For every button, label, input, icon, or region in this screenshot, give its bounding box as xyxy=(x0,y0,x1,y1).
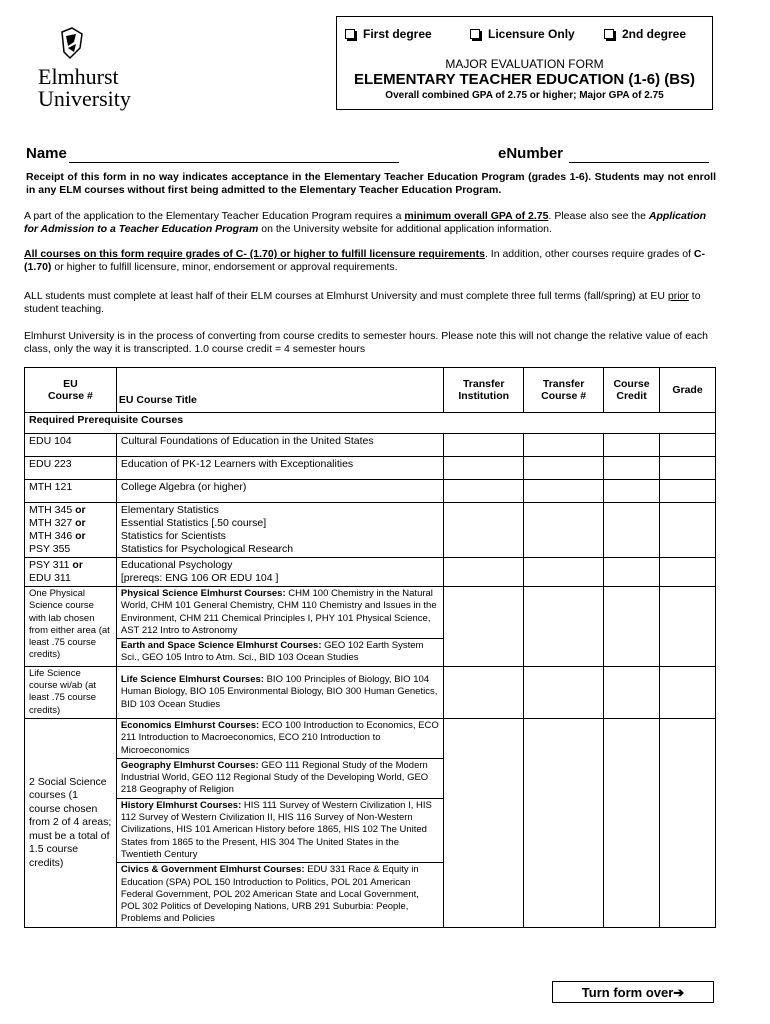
form-header-box xyxy=(336,16,713,110)
name-input-line[interactable] xyxy=(69,145,399,163)
grade-requirement-notice: All courses on this form require grades of C- (1.70) or higher to fulfill licensure requirements. In addition, other courses require grades of C- (1.70) or higher to fulfill licensure, minor, endorsement or approval requirements. xyxy=(24,248,705,273)
transfer-institution-cell[interactable] xyxy=(444,558,524,587)
name-field xyxy=(26,145,399,163)
transfer-course-cell[interactable] xyxy=(524,718,604,927)
transfer-institution-cell[interactable] xyxy=(444,587,524,667)
table-header-row xyxy=(25,368,716,413)
course-requirement: 2 Social Science courses (1 course chosen from 2 of 4 areas; must be a total of 1.5 course credits) xyxy=(25,718,117,927)
course-list: Geography Elmhurst Courses: GEO 111 Regional Study of the Modern Industrial World, GEO 112 Regional Study of the Developing World, GEO 218 Geography of Religion xyxy=(116,758,443,798)
enumber-label: eNumber xyxy=(498,145,564,162)
acceptance-notice: Receipt of this form in no way indicates acceptance in the Elementary Teacher Education Program (grades 1-6). Students may not enroll in any ELM courses without first being admitted to the Elementary Teacher Education Program. xyxy=(26,171,716,196)
table-row xyxy=(25,457,716,480)
credit-cell[interactable] xyxy=(604,457,660,480)
table-row xyxy=(25,434,716,457)
transfer-institution-cell[interactable] xyxy=(444,718,524,927)
transfer-course-cell[interactable] xyxy=(524,434,604,457)
table-row-economics xyxy=(25,718,716,758)
transfer-institution-cell[interactable] xyxy=(444,457,524,480)
course-number: MTH 121 xyxy=(25,480,117,503)
course-title: Elementary Statistics Essential Statistics [.50 course] Statistics for Scientists Statistics for Psychological Research xyxy=(116,503,443,558)
course-title: College Algebra (or higher) xyxy=(116,480,443,503)
grade-cell[interactable] xyxy=(660,558,716,587)
option-second-degree[interactable]: 2nd degree xyxy=(604,27,686,41)
table-row-psychology xyxy=(25,558,716,587)
course-table xyxy=(24,367,716,928)
table-row xyxy=(25,480,716,503)
course-number: PSY 311 or EDU 311 xyxy=(25,558,117,587)
col-eu-course: EU Course # xyxy=(25,368,117,413)
course-list: Physical Science Elmhurst Courses: CHM 100 Chemistry in the Natural World, CHM 101 General Chemistry, CHM 110 Chemistry and Issues in the Environment, CHM 211 Chemical Principles I, PHY 101 Physical Science, AST 212 Intro to Astronomy xyxy=(116,587,443,639)
enumber-field xyxy=(498,145,709,163)
grade-cell[interactable] xyxy=(660,434,716,457)
logo-text-line1: Elmhurst xyxy=(38,64,119,89)
course-list: Life Science Elmhurst Courses: BIO 100 Principles of Biology, BIO 104 Human Biology, BIO 105 Environmental Biology, BIO 300 Human Genetics, BID 103 Ocean Studies xyxy=(116,666,443,718)
grade-cell[interactable] xyxy=(660,666,716,718)
credit-cell[interactable] xyxy=(604,434,660,457)
credit-cell[interactable] xyxy=(604,587,660,667)
transfer-course-cell[interactable] xyxy=(524,503,604,558)
credit-cell[interactable] xyxy=(604,480,660,503)
transfer-course-cell[interactable] xyxy=(524,666,604,718)
credit-cell[interactable] xyxy=(604,503,660,558)
course-list: History Elmhurst Courses: HIS 111 Survey of Western Civilization I, HIS 112 Survey of Western Civilization II, HIS 116 Survey of Non-Western Civilizations, HIS 101 American History before 1865, HIS 102 The United States from 1865 to the Present, HIS 304 The United States in the Twentieth Century xyxy=(116,798,443,862)
logo-text-line2: University xyxy=(38,86,131,111)
transfer-institution-cell[interactable] xyxy=(444,480,524,503)
checkbox-icon[interactable] xyxy=(345,29,355,39)
course-requirement: One Physical Science course with lab chosen from either area (at least .75 course credits) xyxy=(25,587,117,667)
credit-conversion-notice: Elmhurst University is in the process of converting from course credits to semester hours. Please note this will not change the relative value of each class, only the way it is transcripted. 1.0 course credit = 4 semester hours xyxy=(24,330,708,355)
credit-cell[interactable] xyxy=(604,558,660,587)
transfer-course-cell[interactable] xyxy=(524,457,604,480)
course-title: Educational Psychology [prereqs: ENG 106 OR EDU 104 ] xyxy=(116,558,443,587)
option-first-degree[interactable]: First degree xyxy=(345,27,432,41)
credit-cell[interactable] xyxy=(604,666,660,718)
course-list: Earth and Space Science Elmhurst Courses: GEO 102 Earth System Sci., GEO 105 Intro to Atm. Sci., BID 103 Ocean Studies xyxy=(116,639,443,667)
course-title: Cultural Foundations of Education in the United States xyxy=(116,434,443,457)
course-number: EDU 223 xyxy=(25,457,117,480)
application-notice: A part of the application to the Elementary Teacher Education Program requires a minimum overall GPA of 2.75. Please also see the Application for Admission to a Teacher Education Program on the University website for additional application information. xyxy=(24,210,707,235)
course-list: Economics Elmhurst Courses: ECO 100 Introduction to Economics, ECO 211 Introduction to Macroeconomics, ECO 210 Introduction to Microeconomics xyxy=(116,718,443,758)
col-transfer-course: Transfer Course # xyxy=(524,368,604,413)
section-title: Required Prerequisite Courses xyxy=(25,413,716,434)
name-label: Name xyxy=(26,145,67,162)
col-course-credit: Course Credit xyxy=(604,368,660,413)
col-course-title: EU Course Title xyxy=(116,368,443,413)
table-row-life-science xyxy=(25,666,716,718)
course-title: Education of PK-12 Learners with Exceptionalities xyxy=(116,457,443,480)
transfer-institution-cell[interactable] xyxy=(444,503,524,558)
transfer-institution-cell[interactable] xyxy=(444,666,524,718)
university-logo xyxy=(34,26,144,116)
credit-cell[interactable] xyxy=(604,718,660,927)
transfer-institution-cell[interactable] xyxy=(444,434,524,457)
section-row xyxy=(25,413,716,434)
turn-over-note: Turn form over➔ xyxy=(552,981,714,1003)
checkbox-icon[interactable] xyxy=(604,29,614,39)
col-grade: Grade xyxy=(660,368,716,413)
course-number: MTH 345 or MTH 327 or MTH 346 or PSY 355 xyxy=(25,503,117,558)
form-title: ELEMENTARY TEACHER EDUCATION (1-6) (BS) xyxy=(353,71,696,88)
transfer-course-cell[interactable] xyxy=(524,587,604,667)
table-row-statistics xyxy=(25,503,716,558)
course-number: EDU 104 xyxy=(25,434,117,457)
gpa-requirement: Overall combined GPA of 2.75 or higher; Major GPA of 2.75 xyxy=(385,90,664,101)
checkbox-icon[interactable] xyxy=(470,29,480,39)
col-transfer-institution: Transfer Institution xyxy=(444,368,524,413)
course-requirement: Life Science course wi/ab (at least .75 course credits) xyxy=(25,666,117,718)
table-row-physical-science xyxy=(25,587,716,639)
transfer-course-cell[interactable] xyxy=(524,558,604,587)
grade-cell[interactable] xyxy=(660,480,716,503)
option-licensure-only[interactable]: Licensure Only xyxy=(470,27,575,41)
flame-shield-icon xyxy=(54,26,90,62)
transfer-course-cell[interactable] xyxy=(524,480,604,503)
grade-cell[interactable] xyxy=(660,457,716,480)
grade-cell[interactable] xyxy=(660,587,716,667)
grade-cell[interactable] xyxy=(660,718,716,927)
course-list: Civics & Government Elmhurst Courses: EDU 331 Race & Equity in Education (SPA) POL 150 Introduction to Politics, POL 201 American Federal Government, POL 202 American State and Local Government, POL 302 Politics of Developing Nations, URB 291 Suburbia: People, Problems and Policies xyxy=(116,863,443,927)
grade-cell[interactable] xyxy=(660,503,716,558)
form-subtitle: MAJOR EVALUATION FORM xyxy=(445,57,604,71)
enumber-input-line[interactable] xyxy=(569,145,709,163)
residency-notice: ALL students must complete at least half of their ELM courses at Elmhurst University and must complete three full terms (fall/spring) at EU prior to student teaching. xyxy=(24,290,701,315)
